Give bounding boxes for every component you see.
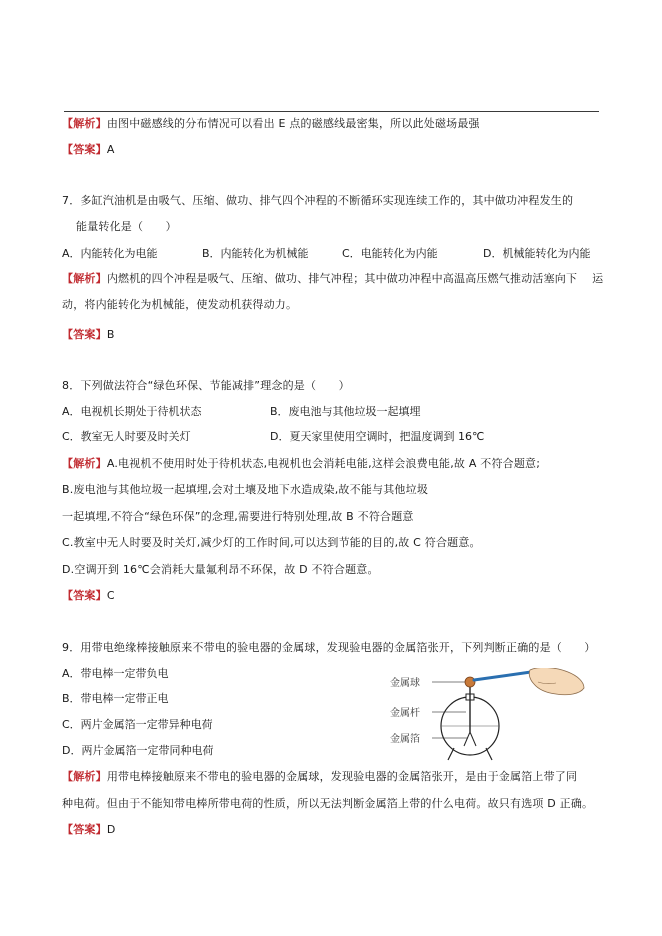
answer-text: A: [106, 143, 115, 156]
metal-ball: [465, 677, 475, 687]
stand-leg-left: [448, 748, 454, 760]
q8-answer: [62, 589, 115, 603]
top-rule: [64, 111, 599, 112]
analysis-tag: 【解析】: [62, 770, 107, 783]
metal-leaf-right: [470, 732, 476, 746]
label-metal-leaves: 金属箔: [390, 734, 420, 745]
q8-analysis-b: B.废电池与其他垃圾一起填埋,会对土壤及地下水造成染,故不能与其他垃圾: [62, 483, 429, 496]
q8-option-d: D．夏天家里使用空调时，把温度调到 16℃: [270, 430, 485, 443]
q8-analysis-d: D.空调开到 16℃会消耗大量氟利昂不环保，故 D 不符合题意。: [62, 563, 379, 576]
answer-tag: 【答案】: [62, 823, 107, 836]
q7-option-b: B．内能转化为机械能: [202, 247, 309, 260]
analysis-text: 内燃机的四个冲程是吸气、压缩、做功、排气冲程；其中做功冲程中高温高压燃气推动活塞向下 运: [106, 272, 604, 285]
q7-answer: [62, 328, 115, 342]
analysis-tag: 【解析】: [62, 457, 107, 470]
q7-analysis-cont: 动，将内能转化为机械能，使发动机获得动力。: [62, 298, 298, 311]
q9-stem: 9．用带电绝缘棒接触原来不带电的验电器的金属球，发现验电器的金属箔张开，下列判断正确的是（ ）: [62, 641, 596, 654]
q8-option-b: B．废电池与其他垃圾一起填埋: [270, 405, 421, 418]
label-metal-rod: 金属杆: [390, 708, 420, 719]
q9-analysis: [62, 770, 577, 784]
stand-leg-right: [486, 748, 492, 760]
q9-option-a: A．带电棒一定带负电: [62, 667, 169, 680]
q8-stem: 8．下列做法符合“绿色环保、节能减排”理念的是（ ）: [62, 379, 350, 392]
hand-icon: [529, 668, 584, 695]
q7-option-c: C．电能转化为内能: [342, 247, 438, 260]
q7-option-a: A．内能转化为电能: [62, 247, 158, 260]
q8-analysis-b-cont: 一起填埋,不符合“绿色环保”的念理,需要进行特别处理,故 B 不符合题意: [62, 510, 414, 523]
q8-option-a: A．电视机长期处于待机状态: [62, 405, 202, 418]
q7-option-d: D．机械能转化为内能: [483, 247, 591, 260]
q8-option-c: C．教室无人时要及时关灯: [62, 430, 191, 443]
q6-analysis: [62, 117, 480, 131]
electroscope-diagram: [388, 668, 588, 766]
answer-tag: 【答案】: [62, 143, 107, 156]
q7-analysis: [62, 272, 603, 286]
q9-option-b: B．带电棒一定带正电: [62, 692, 169, 705]
answer-text: B: [106, 328, 115, 341]
metal-leaf-left: [464, 732, 470, 746]
answer-tag: 【答案】: [62, 328, 107, 341]
label-metal-ball: 金属球: [390, 678, 420, 689]
charged-rod: [474, 671, 538, 680]
q7-stem: 7．多缸汽油机是由吸气、压缩、做功、排气四个冲程的不断循环实现连续工作的，其中做功冲程发生的: [62, 194, 574, 207]
answer-tag: 【答案】: [62, 589, 107, 602]
analysis-text: 由图中磁感线的分布情况可以看出 E 点的磁感线最密集，所以此处磁场最强: [106, 117, 480, 130]
q9-answer: [62, 823, 115, 837]
q9-analysis-cont: 种电荷。但由于不能知带电棒所带电荷的性质，所以无法判断金属箔上带的什么电荷。故只有选项 D 正确。: [62, 797, 594, 810]
q6-answer: [62, 143, 115, 157]
answer-text: C: [106, 589, 115, 602]
q8-analysis-c: C.教室中无人时要及时关灯,减少灯的工作时间,可以达到节能的目的,故 C 符合题意。: [62, 536, 481, 549]
analysis-tag: 【解析】: [62, 117, 107, 130]
analysis-tag: 【解析】: [62, 272, 107, 285]
analysis-text: A.电视机不使用时处于待机状态,电视机也会消耗电能,这样会浪费电能,故 A 不符合题意;: [106, 457, 541, 470]
analysis-text: 用带电棒接触原来不带电的验电器的金属球，发现验电器的金属箔张开，是由于金属箔上带了同: [106, 770, 578, 783]
q7-stem-cont: 能量转化是（ ）: [76, 220, 177, 233]
answer-text: D: [106, 823, 116, 836]
q9-option-c: C．两片金属箔一定带异种电荷: [62, 718, 213, 731]
q9-option-d: D．两片金属箔一定带同种电荷: [62, 744, 214, 757]
q8-analysis: [62, 457, 540, 471]
